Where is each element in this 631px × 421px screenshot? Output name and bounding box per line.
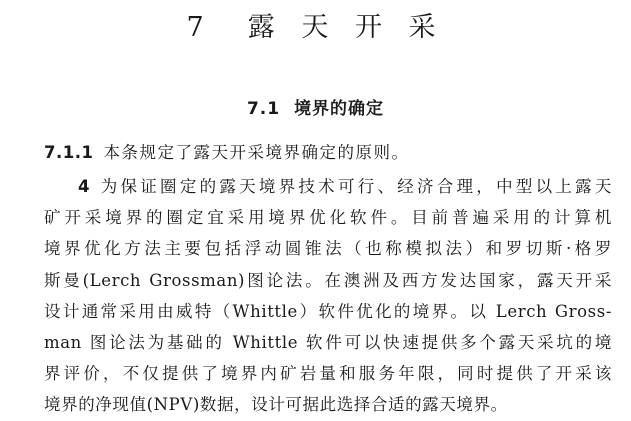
section-name: 境界的确定 bbox=[294, 99, 385, 119]
paragraph-line: 矿开采境界的圈定宜采用境界优化软件。目前普遍采用的计算机 bbox=[44, 208, 612, 228]
paragraph-line: 界评价，不仅提供了境界内矿岩量和服务年限，同时提供了开采该 bbox=[44, 364, 612, 384]
section-title bbox=[0, 96, 631, 122]
item-number: 4 bbox=[78, 177, 91, 196]
paragraph-line: 境界的净现值(NPV)数据，设计可据此选择合适的露天境界。 bbox=[44, 395, 508, 415]
chapter-name: 露 天 开 采 bbox=[247, 12, 445, 43]
section-number: 7.1 bbox=[246, 99, 281, 119]
paragraph-line: 4 为保证圈定的露天境界技术可行、经济合理，中型以上露天 bbox=[78, 177, 612, 196]
item-paragraph bbox=[44, 171, 612, 421]
paragraph-line: man 图论法为基础的 Whittle 软件可以快速提供多个露天采坑的境 bbox=[44, 332, 612, 352]
clause-text: 本条规定了露天开采境界确定的原则。 bbox=[103, 143, 410, 162]
paragraph-line: 斯曼(Lerch Grossman)图论法。在澳洲及西方发达国家，露天开采 bbox=[44, 270, 612, 290]
paragraph-line: 境界优化方法主要包括浮动圆锥法（也称模拟法）和罗切斯·格罗 bbox=[44, 239, 612, 259]
chapter-title bbox=[0, 8, 631, 48]
chapter-number: 7 bbox=[186, 12, 213, 43]
clause-number: 7.1.1 bbox=[44, 143, 94, 162]
paragraph-line: 设计通常采用由威特（Whittle）软件优化的境界。以 Lerch Gross- bbox=[44, 301, 612, 321]
clause-heading bbox=[44, 140, 409, 166]
